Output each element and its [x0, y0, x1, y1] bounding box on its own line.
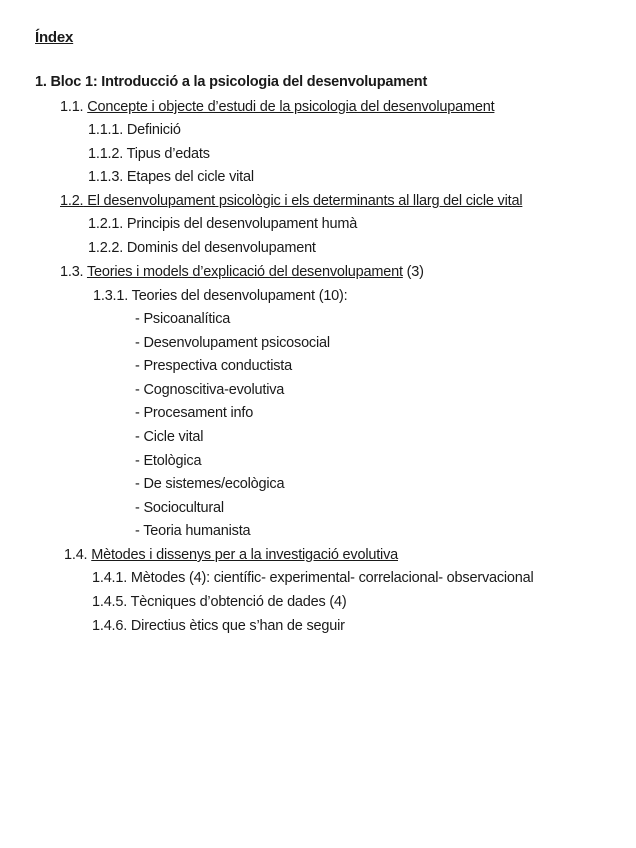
- theory-item: - Prespectiva conductista: [135, 358, 292, 374]
- section-count: (3): [402, 264, 424, 280]
- theory-item: - Cognoscitiva-evolutiva: [135, 382, 285, 398]
- theory-item: - De sistemes/ecològica: [135, 476, 285, 492]
- section-title: Mètodes i dissenys per a la investigació evolutiva: [91, 547, 398, 563]
- subsection-item: 1.1.1. Definició: [88, 122, 181, 138]
- section-number: 1.1.: [60, 99, 84, 115]
- section-number: 1.4.: [64, 547, 88, 563]
- section-title: El desenvolupament psicològic i els determinants al llarg del cicle vital: [83, 193, 523, 209]
- subsection-item: 1.2.2. Dominis del desenvolupament: [88, 240, 316, 256]
- subsection-item: 1.4.1. Mètodes (4): científic- experimental- correlacional- observacional: [92, 570, 534, 586]
- section-1-3: [60, 262, 424, 282]
- section-title: Teories i models d’explicació del desenvolupament: [86, 264, 403, 280]
- theory-item: - Teoria humanista: [135, 523, 251, 539]
- section-1-1: [60, 97, 494, 117]
- theory-item: - Desenvolupament psicosocial: [135, 335, 330, 351]
- subsection-item: 1.1.2. Tipus d’edats: [88, 146, 210, 162]
- section-number: 1.2.: [60, 193, 84, 209]
- subsection-item: 1.1.3. Etapes del cicle vital: [88, 169, 254, 185]
- subsection-item: 1.3.1. Teories del desenvolupament (10):: [93, 288, 348, 304]
- theory-item: - Procesament info: [135, 405, 254, 421]
- section-1-4: [64, 545, 398, 565]
- subsection-item: 1.2.1. Principis del desenvolupament humà: [88, 216, 358, 232]
- page-title: Índex: [35, 29, 74, 46]
- subsection-item: 1.4.6. Directius ètics que s’han de seguir: [92, 618, 345, 634]
- section-title: Concepte i objecte d’estudi de la psicologia del desenvolupament: [87, 99, 495, 115]
- theory-item: - Sociocultural: [135, 500, 224, 516]
- bloc-heading: 1. Bloc 1: Introducció a la psicologia del desenvolupament: [35, 74, 428, 90]
- section-1-2: [60, 191, 522, 211]
- section-number: 1.3.: [60, 264, 84, 280]
- theory-item: - Etològica: [135, 453, 202, 469]
- theory-item: - Psicoanalítica: [135, 311, 231, 327]
- subsection-item: 1.4.5. Tècniques d’obtenció de dades (4): [92, 594, 347, 610]
- theory-item: - Cicle vital: [135, 429, 204, 445]
